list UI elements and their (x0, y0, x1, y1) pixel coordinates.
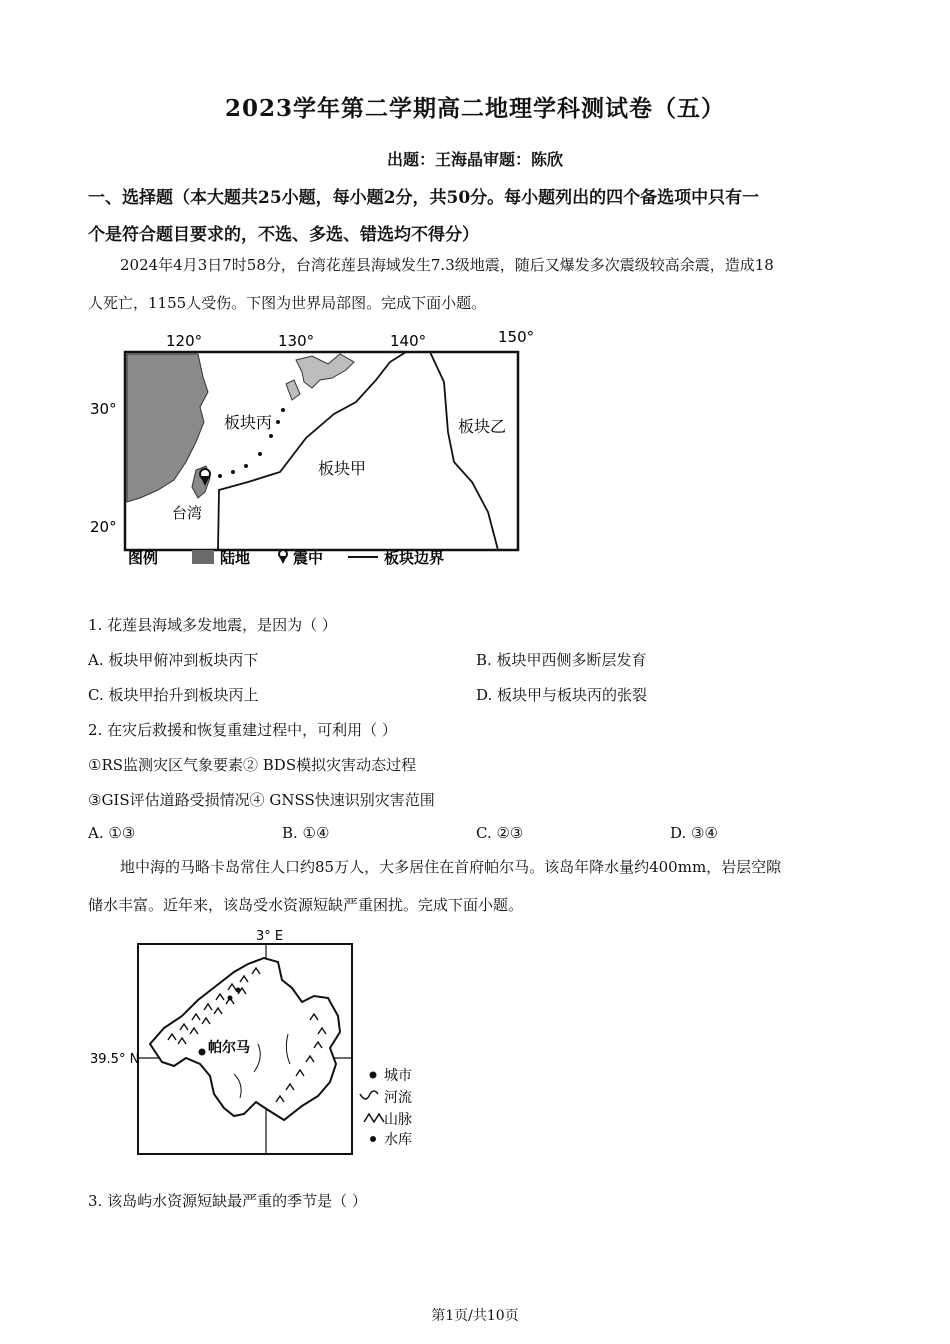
legend-city-marker (370, 1072, 377, 1079)
page-title: 2023学年第二学期高二地理学科测试卷（五） (224, 95, 725, 122)
passage2-line2: 储水丰富。近年来，该岛受水资源短缺严重困扰。完成下面小题。 (88, 896, 524, 914)
reservoir-marker (236, 988, 241, 993)
lon-140: 140° (390, 332, 427, 350)
q2-stem: 2. 在灾后救援和恢复重建过程中，可利用（ ） (88, 721, 397, 739)
legend-epicenter: 震中 (293, 549, 324, 567)
q1-stem: 1. 花莲县海域多发地震，是因为（ ） (88, 616, 337, 634)
palma-city-marker (199, 1049, 206, 1056)
legend-boundary: 板块边界 (384, 549, 445, 567)
legend-title: 图例 (128, 549, 159, 567)
legend-mountain: 山脉 (384, 1112, 412, 1128)
lon-3e-label: 3° E (256, 929, 284, 944)
q2-option-b[interactable]: B. ①④ (282, 824, 330, 842)
island-outline (150, 958, 340, 1120)
lon-130: 130° (278, 332, 315, 350)
plate-c-label: 板块丙 (224, 413, 273, 432)
passage1-line2: 人死亡，1155人受伤。下图为世界局部图。完成下面小题。 (88, 294, 487, 312)
q2-item-line2: ③GIS评估道路受损情况④ GNSS快速识别灾害范围 (88, 791, 435, 809)
legend-mountain-icon (364, 1114, 384, 1122)
lat-39-5n-label: 39.5° N (90, 1052, 140, 1067)
passage2-line1: 地中海的马略卡岛常住人口约85万人，大多居住在首府帕尔马。该岛年降水量约400mm，岩层空隙 (120, 858, 782, 876)
boundary-east (430, 352, 498, 550)
page-footer: 第1页/共10页 (431, 1308, 519, 1324)
plate-a-label: 板块甲 (318, 459, 367, 478)
legend-land-swatch (192, 550, 214, 564)
japan-islands (296, 354, 354, 388)
palma-label: 帕尔马 (208, 1040, 250, 1056)
q2-option-a[interactable]: A. ①③ (88, 824, 136, 842)
kyushu-island (286, 380, 300, 400)
q1-option-a[interactable]: A. 板块甲俯冲到板块丙下 (88, 651, 259, 669)
plate-b-label: 板块乙 (458, 417, 507, 436)
legend-river-icon (360, 1091, 378, 1099)
passage1-line1: 2024年4月3日7时58分，台湾花莲县海域发生7.3级地震，随后又爆发多次震级较高余震，造成18 (120, 256, 774, 274)
reservoir-marker (228, 996, 233, 1001)
legend-river: 河流 (384, 1090, 412, 1106)
lon-120: 120° (166, 332, 203, 350)
authors-line: 出题：王海晶审题：陈欣 (386, 150, 563, 169)
section-heading-line1: 一、选择题（本大题共25小题，每小题2分，共50分。每小题列出的四个备选项中只有一 (88, 188, 760, 208)
lat-30: 30° (90, 400, 117, 418)
taiwan-label: 台湾 (172, 504, 203, 522)
legend-city: 城市 (384, 1068, 412, 1084)
legend-land: 陆地 (220, 549, 251, 567)
mallorca-map (88, 924, 438, 1162)
plate-map (88, 322, 558, 580)
lon-150: 150° (498, 328, 535, 346)
section-heading-line2: 个是符合题目要求的，不选、多选、错选均不得分） (88, 225, 479, 245)
q1-option-b[interactable]: B. 板块甲西侧多断层发育 (476, 651, 647, 669)
q3-stem: 3. 该岛屿水资源短缺最严重的季节是（ ） (88, 1192, 367, 1210)
legend-epicenter-icon (279, 550, 287, 564)
q1-option-d[interactable]: D. 板块甲与板块丙的张裂 (476, 686, 648, 704)
q1-option-c[interactable]: C. 板块甲抬升到板块丙上 (88, 686, 259, 704)
legend-reservoir-marker (370, 1136, 376, 1142)
lat-20: 20° (90, 518, 117, 536)
q2-option-d[interactable]: D. ③④ (670, 824, 718, 842)
legend-reservoir: 水库 (384, 1132, 412, 1148)
q2-option-c[interactable]: C. ②③ (476, 824, 524, 842)
q2-item-line1: ①RS监测灾区气象要素② BDS模拟灾害动态过程 (88, 756, 417, 774)
